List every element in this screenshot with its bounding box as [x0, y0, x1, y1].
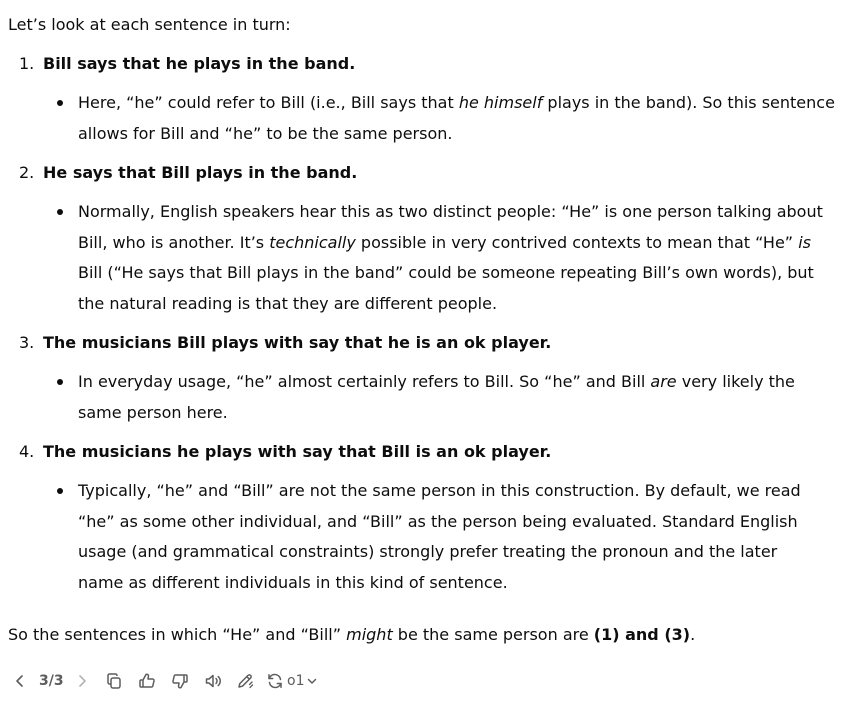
chevron-down-icon	[306, 675, 318, 687]
bullet-line: In everyday usage, “he” almost certainly refers to Bill. So “he” and Bill are very likely the	[78, 372, 795, 391]
list-item-number: 2.	[19, 163, 35, 182]
bullet-line: Typically, “he” and “Bill” are not the same person in this construction. By default, we read	[78, 481, 801, 500]
bullet-dot	[57, 379, 63, 385]
bullet-line: Normally, English speakers hear this as two distinct people: “He” is one person talking about	[78, 202, 823, 221]
conclusion-text: So the sentences in which “He” and “Bill” might be the same person are (1) and (3).	[8, 625, 696, 644]
bullet-line: Bill, who is another. It’s technically possible in very contrived contexts to mean that “He” is	[78, 233, 811, 252]
thumbs-down-icon[interactable]	[169, 668, 191, 694]
copy-icon[interactable]	[103, 668, 125, 694]
bullet-line: the natural reading is that they are different people.	[78, 294, 498, 313]
list-item-number: 4.	[19, 442, 35, 461]
regenerate-icon	[266, 672, 284, 690]
bullet-line: same person here.	[78, 403, 228, 422]
bullet-line: “he” as some other individual, and “Bill” as the person being evaluated. Standard English	[78, 512, 798, 531]
bullet-dot	[57, 209, 63, 215]
bullet-line: name as different individuals in this kind of sentence.	[78, 573, 508, 592]
list-item-title: He says that Bill plays in the band.	[43, 163, 358, 182]
bullet-dot	[57, 488, 63, 494]
bullet-line: Here, “he” could refer to Bill (i.e., Bill says that he himself plays in the band). So this sentence	[78, 93, 835, 112]
bullet-dot	[57, 100, 63, 106]
bullet-line: Bill (“He says that Bill plays in the band” could be someone repeating Bill’s own words), but	[78, 263, 814, 282]
regenerate-button[interactable]	[266, 668, 322, 694]
list-item-number: 1.	[19, 54, 35, 73]
list-item-title: Bill says that he plays in the band.	[43, 54, 356, 73]
message-actions-toolbar	[8, 668, 338, 694]
list-item-title: The musicians he plays with say that Bill is an ok player.	[43, 442, 552, 461]
thumbs-up-icon[interactable]	[136, 668, 158, 694]
edit-icon[interactable]	[234, 668, 256, 694]
list-item-number: 3.	[19, 333, 35, 352]
bullet-line: allows for Bill and “he” to be the same person.	[78, 124, 453, 143]
chevron-right-icon[interactable]	[72, 668, 92, 694]
response-pager: 3/3	[39, 673, 64, 689]
bullet-line: usage (and grammatical constraints) strongly prefer treating the pronoun and the later	[78, 542, 778, 561]
chevron-left-icon[interactable]	[10, 668, 30, 694]
list-item-title: The musicians Bill plays with say that he is an ok player.	[43, 333, 552, 352]
read-aloud-icon[interactable]	[202, 668, 224, 694]
intro-text: Let’s look at each sentence in turn:	[8, 15, 291, 34]
model-label: o1	[287, 673, 305, 689]
